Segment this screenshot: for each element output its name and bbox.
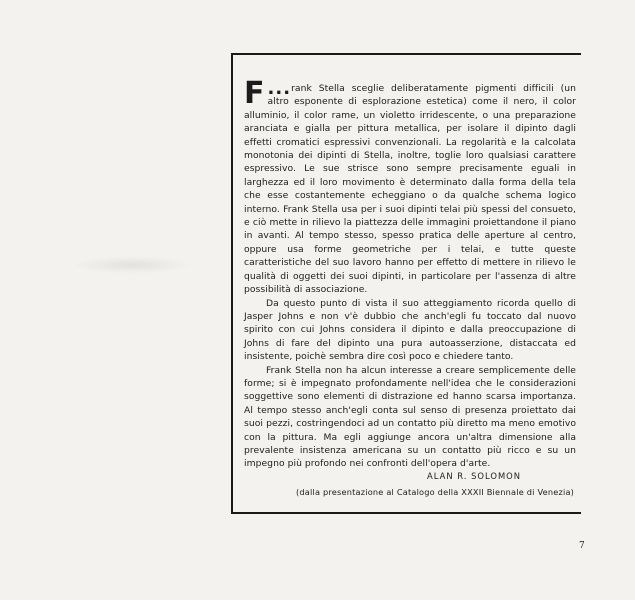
page-number: 7 [579, 541, 585, 551]
source-citation: (dalla presentazione al Catalogo della XXXII Biennale di Venezia) [296, 487, 575, 497]
opening-ellipsis: ... [267, 78, 292, 99]
article-paragraph-1 [244, 76, 576, 297]
drop-cap: F [244, 76, 265, 111]
article-paragraph-2: Da questo punto di vista il suo atteggiamento ricorda quello di Jasper Johns e non v'è dubbio che anch'egli fu toccato dal nuovo spirito con cui Johns considera il dipinto e dalla preoccupazione di Johns di fare del dipinto una pura autoasserzione, distaccata ed insistente, poichè sembra dire così poco e chiedere tanto. [244, 297, 576, 363]
article-body [244, 76, 576, 471]
author-signature: ALAN R. SOLOMON [427, 471, 522, 481]
paragraph-1-text: rank Stella sceglie deliberatamente pigmenti difficili (un altro esponente di esplorazione estetica) come il nero, il color alluminio, il color rame, un violetto irridescente, o una preparazione aranciata e gialla per pittura metallica, per isolare il dipinto dagli effetti cromatici espressivi convenzionali. La regolarità e la calcolata monotonia dei dipinti di Stella, inoltre, toglie loro qualsiasi carattere espressivo. Le sue strisce sono sempre precisamente eguali in larghezza ed il loro movimento è determinato dalla forma della tela che esse costantemente echeggiano o da qualche schema logico interno. Frank Stella usa per i suoi dipinti telai più spessi del consueto, e ciò mette in rilievo la piattezza delle immagini proiettandone il piano in avanti. Al tempo stesso, spesso pratica delle aperture al centro, oppure usa forme geometriche per i telai, e tutte queste caratteristiche del suo lavoro hanno per effetto di mettere in rilievo le qualità di oggetti dei suoi dipinti, in particolare per l'assenza di altre possibilità di associazione. [244, 83, 576, 296]
print-smudge [72, 256, 192, 274]
article-paragraph-3: Frank Stella non ha alcun interesse a creare semplicemente delle forme; si è impegnato profondamente nell'idea che le considerazioni soggettive sono elementi di distrazione ed hanno scarsa importanza. Al tempo stesso anch'egli conta sul senso di presenza proiettato dai suoi pezzi, costringendoci ad un contatto più diretto ma meno emotivo con la pittura. Ma egli aggiunge ancora un'altra dimensione alla prevalente insistenza americana su un contatto più ricco e su un impegno più profondo nei confronti dell'opera d'arte. [244, 364, 576, 470]
